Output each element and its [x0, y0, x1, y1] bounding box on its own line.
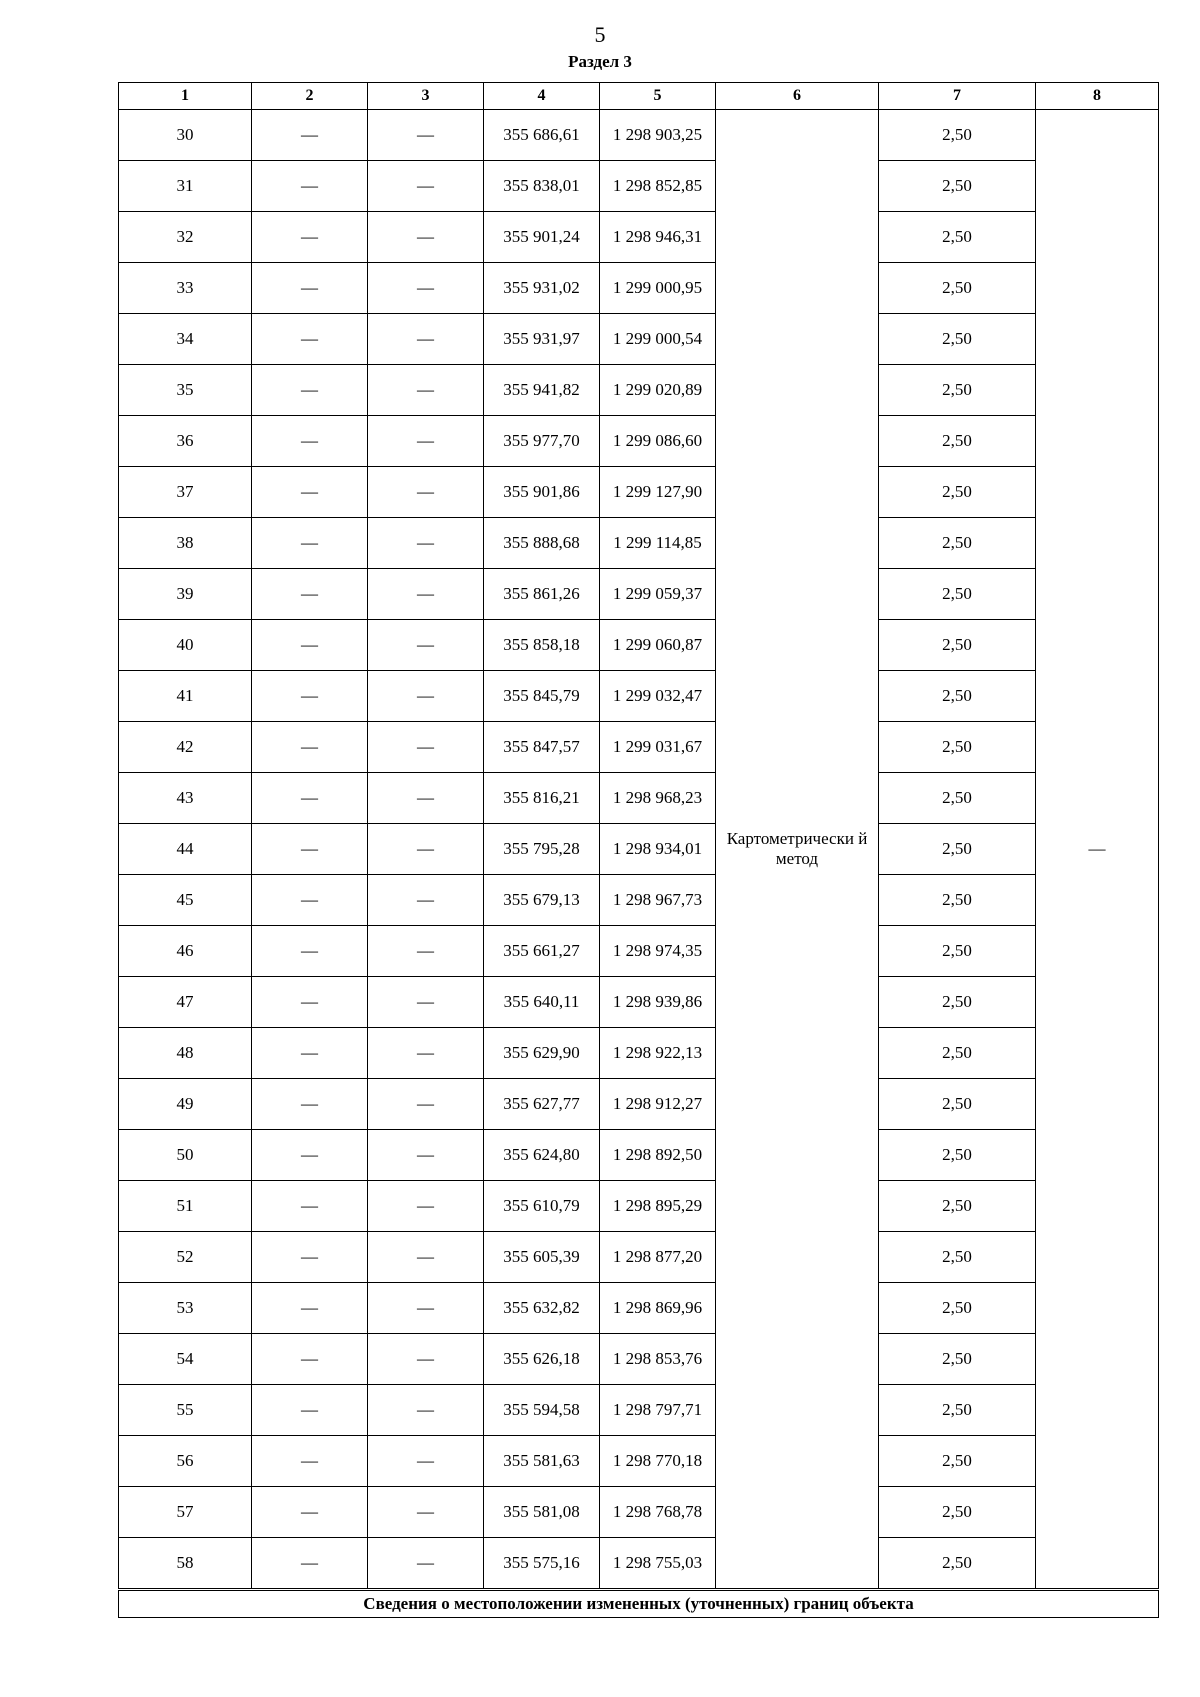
- col2-cell: —: [252, 212, 368, 263]
- col2-cell: —: [252, 518, 368, 569]
- col2-cell: —: [252, 467, 368, 518]
- point-number-cell: 58: [119, 1538, 252, 1590]
- page-number: 5: [594, 22, 606, 47]
- point-number-cell: 30: [119, 110, 252, 161]
- col3-cell: —: [368, 1283, 484, 1334]
- col3-cell: —: [368, 1436, 484, 1487]
- table-row: [119, 1487, 1159, 1538]
- table-row: [119, 1538, 1159, 1590]
- y-coordinate-cell: 1 298 912,27: [600, 1079, 716, 1130]
- col2-cell: —: [252, 1181, 368, 1232]
- col3-cell: —: [368, 1130, 484, 1181]
- accuracy-cell: 2,50: [879, 875, 1036, 926]
- y-coordinate-cell: 1 298 853,76: [600, 1334, 716, 1385]
- point-number-cell: 32: [119, 212, 252, 263]
- x-coordinate-cell: 355 632,82: [484, 1283, 600, 1334]
- y-coordinate-cell: 1 299 059,37: [600, 569, 716, 620]
- accuracy-cell: 2,50: [879, 1130, 1036, 1181]
- y-coordinate-cell: 1 298 770,18: [600, 1436, 716, 1487]
- col3-cell: —: [368, 1385, 484, 1436]
- column-header: 3: [368, 83, 484, 110]
- accuracy-cell: 2,50: [879, 1079, 1036, 1130]
- table-row: [119, 467, 1159, 518]
- accuracy-cell: 2,50: [879, 671, 1036, 722]
- col2-cell: —: [252, 263, 368, 314]
- column-header: 4: [484, 83, 600, 110]
- y-coordinate-cell: 1 298 922,13: [600, 1028, 716, 1079]
- col2-cell: —: [252, 926, 368, 977]
- col2-cell: —: [252, 110, 368, 161]
- point-number-cell: 35: [119, 365, 252, 416]
- x-coordinate-cell: 355 624,80: [484, 1130, 600, 1181]
- table-row: [119, 722, 1159, 773]
- table-row: [119, 773, 1159, 824]
- col3-cell: —: [368, 1334, 484, 1385]
- point-number-cell: 31: [119, 161, 252, 212]
- x-coordinate-cell: 355 888,68: [484, 518, 600, 569]
- x-coordinate-cell: 355 847,57: [484, 722, 600, 773]
- point-number-cell: 43: [119, 773, 252, 824]
- y-coordinate-cell: 1 299 020,89: [600, 365, 716, 416]
- col3-cell: —: [368, 875, 484, 926]
- x-coordinate-cell: 355 627,77: [484, 1079, 600, 1130]
- point-number-cell: 34: [119, 314, 252, 365]
- col2-cell: —: [252, 977, 368, 1028]
- point-number-cell: 39: [119, 569, 252, 620]
- coordinates-table: [118, 82, 1159, 1618]
- x-coordinate-cell: 355 594,58: [484, 1385, 600, 1436]
- accuracy-cell: 2,50: [879, 926, 1036, 977]
- x-coordinate-cell: 355 845,79: [484, 671, 600, 722]
- table-row: [119, 161, 1159, 212]
- accuracy-cell: 2,50: [879, 1181, 1036, 1232]
- point-number-cell: 56: [119, 1436, 252, 1487]
- x-coordinate-cell: 355 931,97: [484, 314, 600, 365]
- col2-cell: —: [252, 1436, 368, 1487]
- x-coordinate-cell: 355 629,90: [484, 1028, 600, 1079]
- point-number-cell: 41: [119, 671, 252, 722]
- col2-cell: —: [252, 1385, 368, 1436]
- table-row: [119, 671, 1159, 722]
- col3-cell: —: [368, 1079, 484, 1130]
- point-number-cell: 47: [119, 977, 252, 1028]
- accuracy-cell: 2,50: [879, 569, 1036, 620]
- accuracy-cell: 2,50: [879, 1385, 1036, 1436]
- col3-cell: —: [368, 1028, 484, 1079]
- point-number-cell: 44: [119, 824, 252, 875]
- col3-cell: —: [368, 1181, 484, 1232]
- x-coordinate-cell: 355 901,24: [484, 212, 600, 263]
- y-coordinate-cell: 1 298 946,31: [600, 212, 716, 263]
- col3-cell: —: [368, 1487, 484, 1538]
- y-coordinate-cell: 1 298 869,96: [600, 1283, 716, 1334]
- y-coordinate-cell: 1 298 797,71: [600, 1385, 716, 1436]
- point-number-cell: 33: [119, 263, 252, 314]
- table-row: [119, 1334, 1159, 1385]
- col3-cell: —: [368, 263, 484, 314]
- x-coordinate-cell: 355 686,61: [484, 110, 600, 161]
- x-coordinate-cell: 355 977,70: [484, 416, 600, 467]
- col3-cell: —: [368, 110, 484, 161]
- col3-cell: —: [368, 1232, 484, 1283]
- col2-cell: —: [252, 161, 368, 212]
- col2-cell: —: [252, 722, 368, 773]
- x-coordinate-cell: 355 861,26: [484, 569, 600, 620]
- point-number-cell: 51: [119, 1181, 252, 1232]
- section-title: Раздел 3: [568, 52, 632, 71]
- column-header: 2: [252, 83, 368, 110]
- accuracy-cell: 2,50: [879, 263, 1036, 314]
- table-row: [119, 824, 1159, 875]
- table-row: [119, 263, 1159, 314]
- col2-cell: —: [252, 416, 368, 467]
- accuracy-cell: 2,50: [879, 1283, 1036, 1334]
- table-body: [119, 110, 1159, 1590]
- column-header: 6: [716, 83, 879, 110]
- col3-cell: —: [368, 161, 484, 212]
- point-number-cell: 42: [119, 722, 252, 773]
- x-coordinate-cell: 355 640,11: [484, 977, 600, 1028]
- table-row: [119, 518, 1159, 569]
- col2-cell: —: [252, 1130, 368, 1181]
- accuracy-cell: 2,50: [879, 467, 1036, 518]
- col2-cell: —: [252, 569, 368, 620]
- col3-cell: —: [368, 467, 484, 518]
- accuracy-cell: 2,50: [879, 773, 1036, 824]
- col2-cell: —: [252, 773, 368, 824]
- table-row: [119, 1028, 1159, 1079]
- x-coordinate-cell: 355 610,79: [484, 1181, 600, 1232]
- x-coordinate-cell: 355 858,18: [484, 620, 600, 671]
- y-coordinate-cell: 1 299 060,87: [600, 620, 716, 671]
- point-number-cell: 37: [119, 467, 252, 518]
- table-row: [119, 1079, 1159, 1130]
- y-coordinate-cell: 1 299 127,90: [600, 467, 716, 518]
- col3-cell: —: [368, 620, 484, 671]
- footer-row: [119, 1590, 1159, 1618]
- col2-cell: —: [252, 1079, 368, 1130]
- col3-cell: —: [368, 977, 484, 1028]
- x-coordinate-cell: 355 605,39: [484, 1232, 600, 1283]
- point-number-cell: 53: [119, 1283, 252, 1334]
- y-coordinate-cell: 1 299 114,85: [600, 518, 716, 569]
- col2-cell: —: [252, 1334, 368, 1385]
- col2-cell: —: [252, 314, 368, 365]
- x-coordinate-cell: 355 901,86: [484, 467, 600, 518]
- table-row: [119, 1232, 1159, 1283]
- col3-cell: —: [368, 824, 484, 875]
- table-row: [119, 926, 1159, 977]
- col3-cell: —: [368, 773, 484, 824]
- col2-cell: —: [252, 671, 368, 722]
- col3-cell: —: [368, 926, 484, 977]
- x-coordinate-cell: 355 816,21: [484, 773, 600, 824]
- point-number-cell: 50: [119, 1130, 252, 1181]
- point-number-cell: 38: [119, 518, 252, 569]
- y-coordinate-cell: 1 298 939,86: [600, 977, 716, 1028]
- table-row: [119, 1283, 1159, 1334]
- y-coordinate-cell: 1 299 000,95: [600, 263, 716, 314]
- x-coordinate-cell: 355 575,16: [484, 1538, 600, 1590]
- col2-cell: —: [252, 620, 368, 671]
- accuracy-cell: 2,50: [879, 824, 1036, 875]
- accuracy-cell: 2,50: [879, 212, 1036, 263]
- point-number-cell: 48: [119, 1028, 252, 1079]
- x-coordinate-cell: 355 795,28: [484, 824, 600, 875]
- y-coordinate-cell: 1 299 086,60: [600, 416, 716, 467]
- point-number-cell: 40: [119, 620, 252, 671]
- point-number-cell: 55: [119, 1385, 252, 1436]
- table-row: [119, 977, 1159, 1028]
- accuracy-cell: 2,50: [879, 1538, 1036, 1590]
- col3-cell: —: [368, 365, 484, 416]
- table-row: [119, 365, 1159, 416]
- y-coordinate-cell: 1 299 000,54: [600, 314, 716, 365]
- col3-cell: —: [368, 1538, 484, 1590]
- table-row: [119, 110, 1159, 161]
- y-coordinate-cell: 1 298 974,35: [600, 926, 716, 977]
- y-coordinate-cell: 1 299 031,67: [600, 722, 716, 773]
- accuracy-cell: 2,50: [879, 1436, 1036, 1487]
- col3-cell: —: [368, 722, 484, 773]
- table-row: [119, 212, 1159, 263]
- column-header: 5: [600, 83, 716, 110]
- y-coordinate-cell: 1 298 877,20: [600, 1232, 716, 1283]
- table-row: [119, 875, 1159, 926]
- y-coordinate-cell: 1 298 768,78: [600, 1487, 716, 1538]
- y-coordinate-cell: 1 298 852,85: [600, 161, 716, 212]
- table-row: [119, 1130, 1159, 1181]
- y-coordinate-cell: 1 299 032,47: [600, 671, 716, 722]
- x-coordinate-cell: 355 581,63: [484, 1436, 600, 1487]
- x-coordinate-cell: 355 941,82: [484, 365, 600, 416]
- y-coordinate-cell: 1 298 755,03: [600, 1538, 716, 1590]
- footer-caption: Сведения о местоположении измененных (уточненных) границ объекта: [119, 1590, 1159, 1618]
- column-header: 8: [1036, 83, 1159, 110]
- x-coordinate-cell: 355 838,01: [484, 161, 600, 212]
- x-coordinate-cell: 355 661,27: [484, 926, 600, 977]
- table-row: [119, 1181, 1159, 1232]
- y-coordinate-cell: 1 298 968,23: [600, 773, 716, 824]
- col2-cell: —: [252, 1283, 368, 1334]
- accuracy-cell: 2,50: [879, 518, 1036, 569]
- accuracy-cell: 2,50: [879, 1232, 1036, 1283]
- accuracy-cell: 2,50: [879, 110, 1036, 161]
- accuracy-cell: 2,50: [879, 314, 1036, 365]
- accuracy-cell: 2,50: [879, 416, 1036, 467]
- col2-cell: —: [252, 1487, 368, 1538]
- y-coordinate-cell: 1 298 895,29: [600, 1181, 716, 1232]
- accuracy-cell: 2,50: [879, 1028, 1036, 1079]
- col2-cell: —: [252, 365, 368, 416]
- column-header-row: [119, 83, 1159, 110]
- accuracy-cell: 2,50: [879, 722, 1036, 773]
- col3-cell: —: [368, 671, 484, 722]
- table-row: [119, 1436, 1159, 1487]
- column-header: 7: [879, 83, 1036, 110]
- y-coordinate-cell: 1 298 903,25: [600, 110, 716, 161]
- y-coordinate-cell: 1 298 934,01: [600, 824, 716, 875]
- x-coordinate-cell: 355 581,08: [484, 1487, 600, 1538]
- x-coordinate-cell: 355 679,13: [484, 875, 600, 926]
- col3-cell: —: [368, 518, 484, 569]
- table-row: [119, 620, 1159, 671]
- accuracy-cell: 2,50: [879, 161, 1036, 212]
- accuracy-cell: 2,50: [879, 620, 1036, 671]
- point-number-cell: 57: [119, 1487, 252, 1538]
- accuracy-cell: 2,50: [879, 977, 1036, 1028]
- col2-cell: —: [252, 1232, 368, 1283]
- y-coordinate-cell: 1 298 967,73: [600, 875, 716, 926]
- x-coordinate-cell: 355 626,18: [484, 1334, 600, 1385]
- col2-cell: —: [252, 824, 368, 875]
- col2-cell: —: [252, 1538, 368, 1590]
- point-number-cell: 54: [119, 1334, 252, 1385]
- accuracy-cell: 2,50: [879, 1487, 1036, 1538]
- col3-cell: —: [368, 569, 484, 620]
- col3-cell: —: [368, 314, 484, 365]
- method-cell: Картометрически й метод: [716, 110, 879, 1590]
- table-row: [119, 314, 1159, 365]
- col2-cell: —: [252, 1028, 368, 1079]
- col3-cell: —: [368, 212, 484, 263]
- point-number-cell: 36: [119, 416, 252, 467]
- accuracy-cell: 2,50: [879, 365, 1036, 416]
- point-number-cell: 45: [119, 875, 252, 926]
- table-row: [119, 569, 1159, 620]
- point-number-cell: 52: [119, 1232, 252, 1283]
- x-coordinate-cell: 355 931,02: [484, 263, 600, 314]
- col3-cell: —: [368, 416, 484, 467]
- col8-cell: —: [1036, 110, 1159, 1590]
- accuracy-cell: 2,50: [879, 1334, 1036, 1385]
- point-number-cell: 49: [119, 1079, 252, 1130]
- column-header: 1: [119, 83, 252, 110]
- y-coordinate-cell: 1 298 892,50: [600, 1130, 716, 1181]
- table-row: [119, 416, 1159, 467]
- col2-cell: —: [252, 875, 368, 926]
- table-row: [119, 1385, 1159, 1436]
- point-number-cell: 46: [119, 926, 252, 977]
